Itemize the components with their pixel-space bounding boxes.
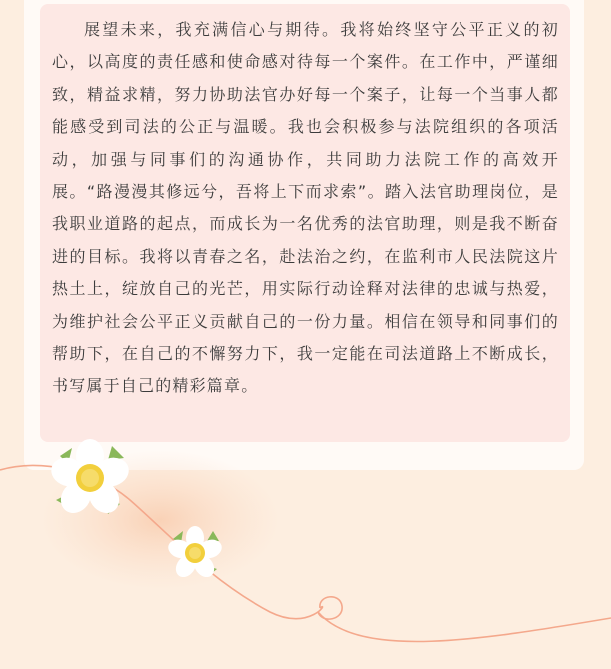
vine-line-curl [318, 597, 611, 642]
article-paragraph: 展望未来，我充满信心与期待。我将始终坚守公平正义的初心，以高度的责任感和使命感对待每一个案件。在工作中，严谨细致，精益求精，努力协助法官办好每一个案子，让每一个当事人都能感受到司法的公正与温暖。我也会积极参与法院组织的各项活动，加强与同事们的沟通协作，共同助力法院工作的高效开展。“路漫漫其修远兮，吾将上下而求索”。踏入法官助理岗位，是我职业道路的起点，而成长为一名优秀的法官助理，则是我不断奋进的目标。我将以青春之名，赴法治之约，在监利市人民法院这片热土上，绽放自己的光芒，用实际行动诠释对法律的忠诚与热爱，为维护社会公平正义贡献自己的一份力量。相信在领导和同事们的帮助下，在自己的不懈努力下，我一定能在司法道路上不断成长，书写属于自己的精彩篇章。 [52, 20, 559, 396]
watercolor-splash [40, 450, 280, 590]
vine-line [0, 465, 323, 618]
small-flower-icon [166, 526, 224, 581]
